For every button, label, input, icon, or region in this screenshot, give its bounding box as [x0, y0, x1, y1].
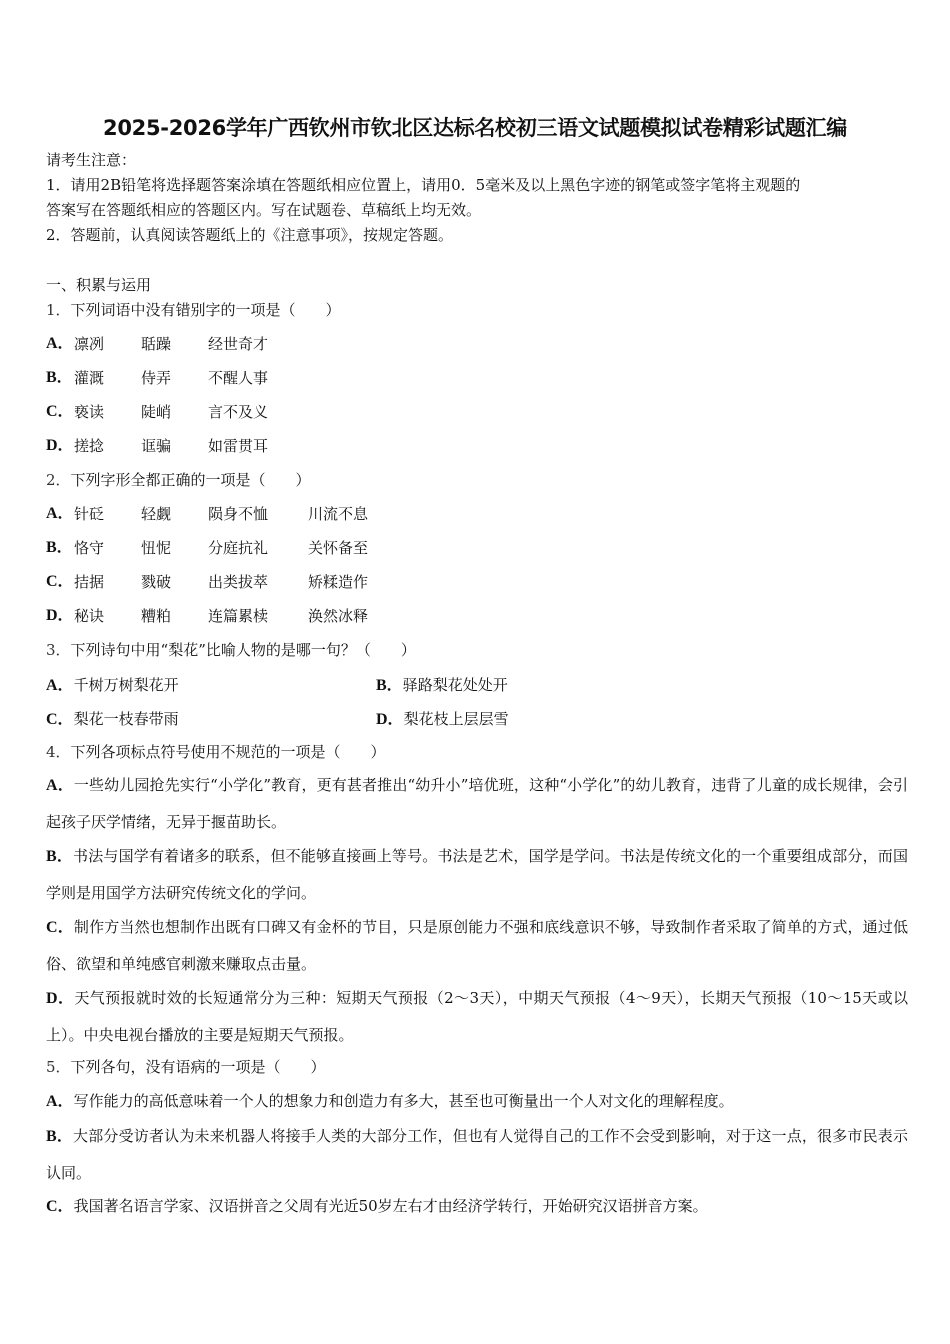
option-label: A． [46, 677, 74, 694]
option-label: C． [46, 919, 74, 936]
option-a [46, 1083, 908, 1120]
option-label: A． [46, 1093, 74, 1110]
option-word: 诓骗 [141, 437, 172, 455]
option-word: 聒躁 [141, 335, 172, 353]
option-word: 涣然冰释 [308, 607, 369, 625]
notice-item: 1．请用2B铅笔将选择题答案涂填在答题纸相应位置上，请用0．5毫米及以上黑色字迹的钢笔或签字笔将主观题的 [46, 176, 801, 194]
option-text: 写作能力的高低意味着一个人的想象力和创造力有多大，甚至也可衡量出一个人对文化的理解程度。 [73, 1092, 734, 1110]
option-label: D． [376, 711, 404, 728]
option-label: D． [46, 990, 75, 1007]
question-5-stem [46, 1055, 326, 1080]
option-text: 大部分受访者认为未来机器人将接手人类的大部分工作，但也有人觉得自己的工作不会受到影响，对于这一点，很多市民表示认同。 [46, 1127, 908, 1182]
option-c [46, 909, 908, 983]
option-word: 秘诀 [74, 607, 105, 625]
question-text: 下列字形全都正确的一项是（ ） [70, 471, 311, 489]
option-label: A． [46, 777, 74, 794]
question-number: 1． [46, 301, 71, 319]
question-number: 3． [46, 641, 71, 659]
option-d [376, 709, 509, 730]
question-text: 下列各项标点符号使用不规范的一项是（ ） [70, 743, 386, 761]
option-word: 亵读 [74, 403, 105, 421]
option-text: 驿路梨花处处开 [402, 676, 508, 694]
option-word: 针砭 [74, 505, 105, 523]
option-word: 不醒人事 [208, 369, 269, 387]
option-word: 陨身不恤 [208, 505, 269, 523]
section-heading: 一、积累与运用 [46, 276, 152, 294]
option-text: 书法与国学有着诸多的联系，但不能够直接画上等号。书法是艺术，国学是学问。书法是传统文化的一个重要组成部分，而国学则是用国学方法研究传统文化的学问。 [46, 847, 908, 902]
option-word: 灌溉 [74, 369, 105, 387]
option-label: B． [376, 677, 403, 694]
option-label: B． [46, 539, 73, 556]
option-word: 凛冽 [74, 335, 105, 353]
option-label: D． [46, 437, 74, 454]
option-b [46, 1118, 908, 1192]
option-word: 连篇累椟 [208, 607, 269, 625]
option-label: A． [46, 505, 74, 522]
option-text: 梨花一枝春带雨 [73, 710, 179, 728]
option-text: 天气预报就时效的长短通常分为三种：短期天气预报（2～3天），中期天气预报（4～9天），长期天气预报（10～15天或以上）。中央电视台播放的主要是短期天气预报。 [46, 989, 908, 1044]
option-word: 戮破 [141, 573, 172, 591]
option-d [46, 980, 908, 1054]
option-label: B． [46, 848, 74, 865]
option-a [46, 675, 179, 696]
option-word: 侍弄 [141, 369, 172, 387]
question-text: 下列词语中没有错别字的一项是（ ） [70, 301, 341, 319]
notice-item: 答案写在答题纸相应的答题区内。写在试题卷、草稿纸上均无效。 [46, 201, 482, 219]
option-text: 一些幼儿园抢先实行“小学化”教育，更有甚者推出“幼升小”培优班，这种“小学化”的幼儿教育，违背了儿童的成长规律，会引起孩子厌学情绪，无异于揠苗助长。 [46, 776, 908, 831]
option-b [376, 675, 508, 696]
option-word: 经世奇才 [208, 335, 269, 353]
option-c [46, 1188, 908, 1225]
option-label: C． [46, 1198, 74, 1215]
option-c [46, 709, 179, 730]
option-word: 糟粕 [141, 607, 172, 625]
option-label: B． [46, 369, 73, 386]
option-word: 恪守 [74, 539, 105, 557]
option-word: 搓捻 [74, 437, 105, 455]
option-word: 矫糅造作 [308, 573, 369, 591]
option-label: C． [46, 403, 74, 420]
option-label: D． [46, 607, 74, 624]
question-number: 5． [46, 1058, 71, 1076]
option-word: 如雷贯耳 [208, 437, 269, 455]
option-text: 我国著名语言学家、汉语拼音之父周有光近50岁左右才由经济学转行，开始研究汉语拼音方案。 [73, 1197, 708, 1215]
question-3-stem [46, 638, 416, 663]
question-number: 4． [46, 743, 71, 761]
option-label: A． [46, 335, 74, 352]
option-word: 陡峭 [141, 403, 172, 421]
question-1-stem [46, 298, 341, 323]
option-text: 制作方当然也想制作出既有口碑又有金杯的节目，只是原创能力不强和底线意识不够，导致制作者采取了简单的方式，通过低俗、欲望和单纯感官刺激来赚取点击量。 [46, 918, 908, 973]
option-word: 言不及义 [208, 403, 269, 421]
option-b [46, 838, 908, 912]
option-text: 千树万树梨花开 [73, 676, 179, 694]
option-word: 忸怩 [141, 539, 172, 557]
option-label: B． [46, 1128, 74, 1145]
option-a [46, 767, 908, 841]
option-word: 关怀备至 [308, 539, 369, 557]
question-text: 下列诗句中用“梨花”比喻人物的是哪一句？（ ） [70, 641, 416, 659]
question-4-stem [46, 740, 386, 765]
option-word: 拮据 [74, 573, 105, 591]
notice-item: 2．答题前，认真阅读答题纸上的《注意事项》，按规定答题。 [46, 226, 454, 244]
question-text: 下列各句，没有语病的一项是（ ） [70, 1058, 326, 1076]
option-word: 川流不息 [308, 505, 369, 523]
question-2-stem [46, 468, 311, 493]
option-word: 分庭抗礼 [208, 539, 269, 557]
option-word: 轻觑 [141, 505, 172, 523]
question-number: 2． [46, 471, 71, 489]
option-label: C． [46, 573, 74, 590]
option-text: 梨花枝上层层雪 [403, 710, 509, 728]
page-title: 2025-2026学年广西钦州市钦北区达标名校初三语文试题模拟试卷精彩试题汇编 [103, 116, 847, 140]
notice-heading: 请考生注意： [46, 151, 137, 169]
option-label: C． [46, 711, 74, 728]
option-word: 出类拔萃 [208, 573, 269, 591]
